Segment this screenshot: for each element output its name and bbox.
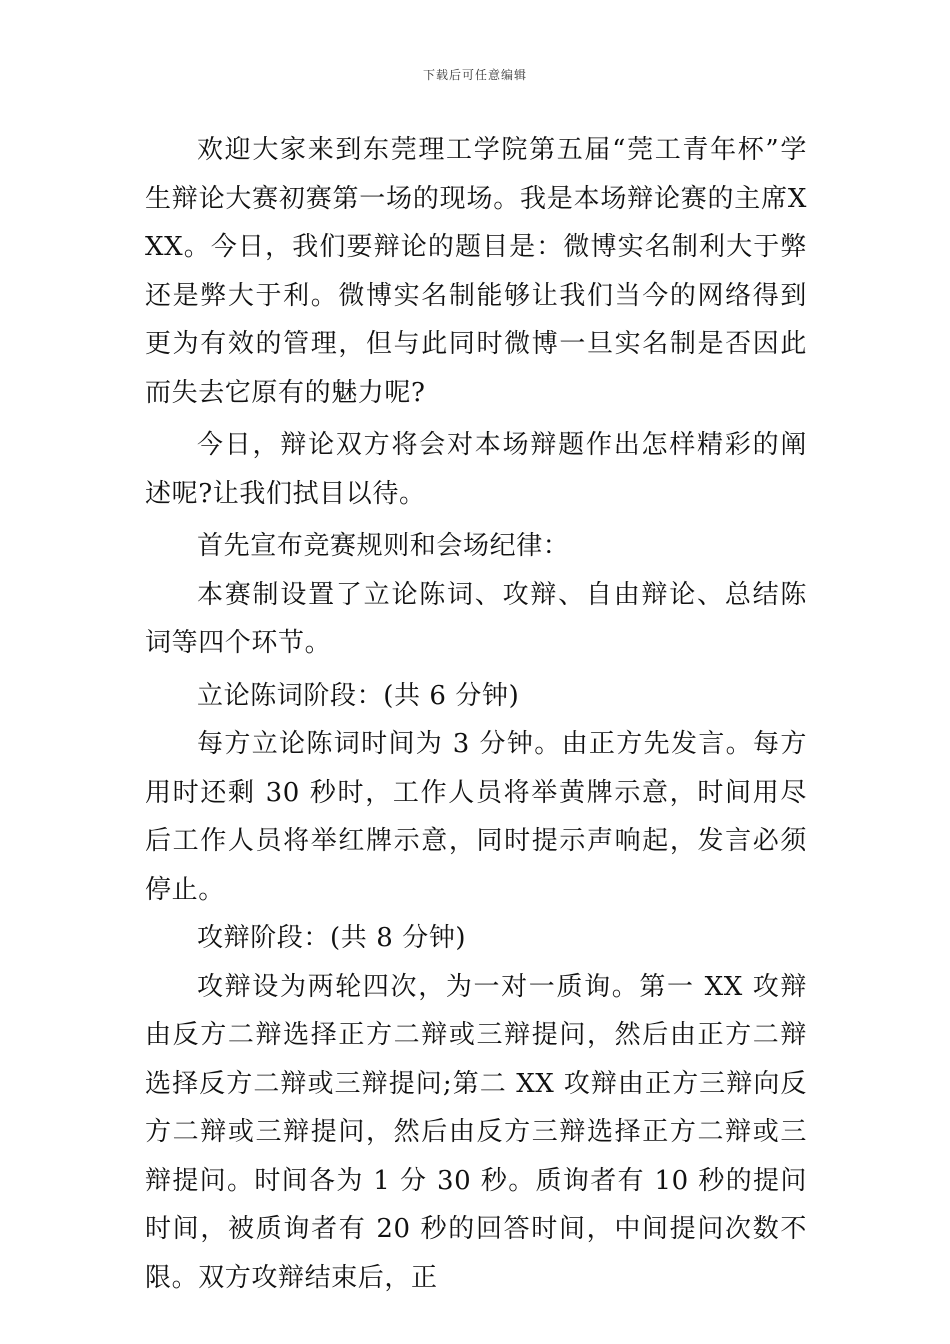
header-note: 下载后可任意编辑 [422, 68, 527, 82]
paragraph-format: 本赛制设置了立论陈词、攻辩、自由辩论、总结陈词等四个环节。 [145, 579, 807, 658]
paragraph-cross-exam-rules: 攻辩设为两轮四次，为一对一质询。第一 XX 攻辩由反方二辩选择正方二辩或三辩提问，然后由正方二辩选择反方二辩或三辩提问;第二 XX 攻辩由正方三辩向反方二辩或三辩提问，然后由反方三辩选择正方二辩或三辩提问。时间各为 1 分 30 秒。质询者有 10 秒的提问时间，被质询者有 20 秒的回答时间，中间提问次数不限。双方攻辩结束后，正 [145, 971, 807, 1293]
document-body [145, 126, 807, 1302]
paragraph-cross-exam-heading: 攻辩阶段：(共 8 分钟) [197, 923, 467, 953]
paragraph-anticipation: 今日，辩论双方将会对本场辩题作出怎样精彩的阐述呢?让我们拭目以待。 [145, 430, 807, 509]
paragraph-rules-heading: 首先宣布竞赛规则和会场纪律： [197, 531, 570, 561]
paragraph-intro: 欢迎大家来到东莞理工学院第五届“莞工青年杯”学生辩论大赛初赛第一场的现场。我是本场辩论赛的主席XXX。今日，我们要辩论的题目是：微博实名制利大于弊还是弊大于利。微博实名制能够让我们当今的网络得到更为有效的管理，但与此同时微博一旦实名制是否因此而失去它原有的魅力呢? [145, 135, 807, 408]
paragraph-opening-stage-heading: 立论陈词阶段：(共 6 分钟) [197, 680, 520, 711]
paragraph-opening-stage-rules: 每方立论陈词时间为 3 分钟。由正方先发言。每方用时还剩 30 秒时，工作人员将举黄牌示意，时间用尽后工作人员将举红牌示意，同时提示声响起，发言必须停止。 [145, 729, 807, 905]
